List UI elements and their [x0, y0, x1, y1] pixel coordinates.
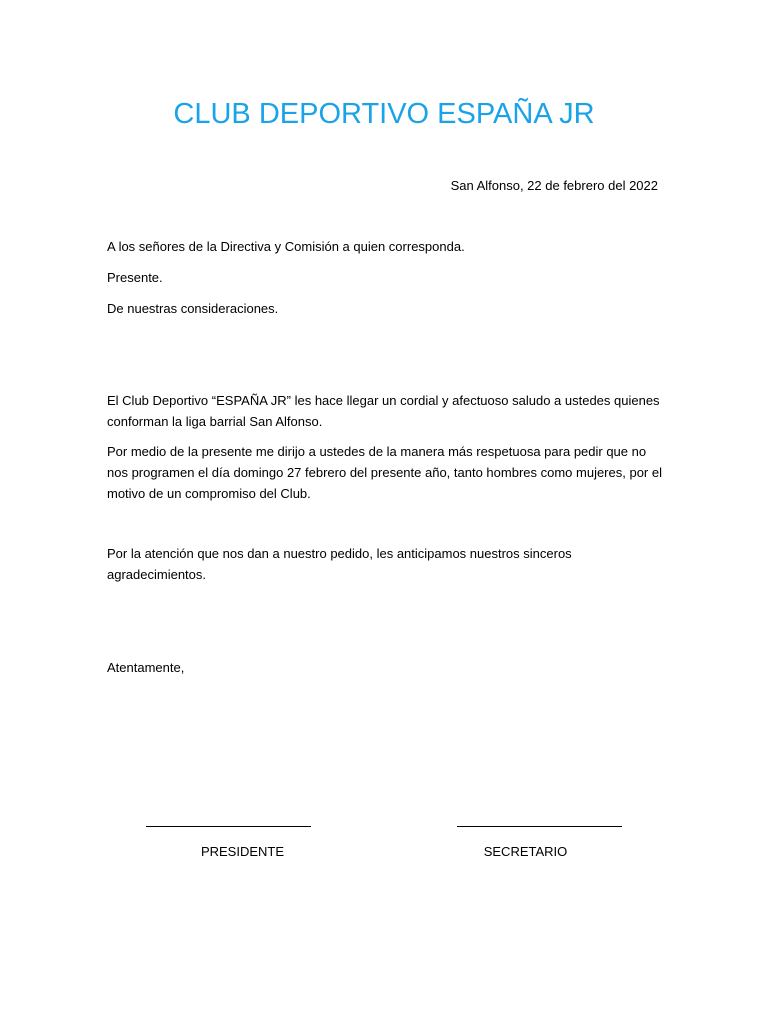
signature-line-secretario: [457, 826, 622, 827]
body-paragraph-3: Por la atención que nos dan a nuestro pedido, les anticipamos nuestros sinceros agradecimientos.: [107, 546, 572, 582]
considerations-line: De nuestras consideraciones.: [107, 301, 279, 316]
signature-label-presidente: PRESIDENTE: [200, 844, 285, 859]
signature-label-secretario: SECRETARIO: [483, 844, 568, 859]
letter-title: CLUB DEPORTIVO ESPAÑA JR: [173, 98, 595, 130]
presente-line: Presente.: [107, 270, 163, 285]
signature-line-presidente: [146, 826, 311, 827]
body-paragraph-2: Por medio de la presente me dirijo a ustedes de la manera más respetuosa para pedir que no nos programen el día domingo 27 febrero del presente año, tanto hombres como mujeres, por el motivo de un compromiso del Club.: [107, 444, 662, 501]
closing: Atentamente,: [107, 660, 185, 675]
date-line: San Alfonso, 22 de febrero del 2022: [450, 178, 658, 193]
salutation: A los señores de la Directiva y Comisión a quien corresponda.: [107, 239, 465, 254]
body-paragraph-1: El Club Deportivo “ESPAÑA JR” les hace llegar un cordial y afectuoso saludo a ustedes quienes conforman la liga barrial San Alfonso.: [107, 393, 660, 429]
